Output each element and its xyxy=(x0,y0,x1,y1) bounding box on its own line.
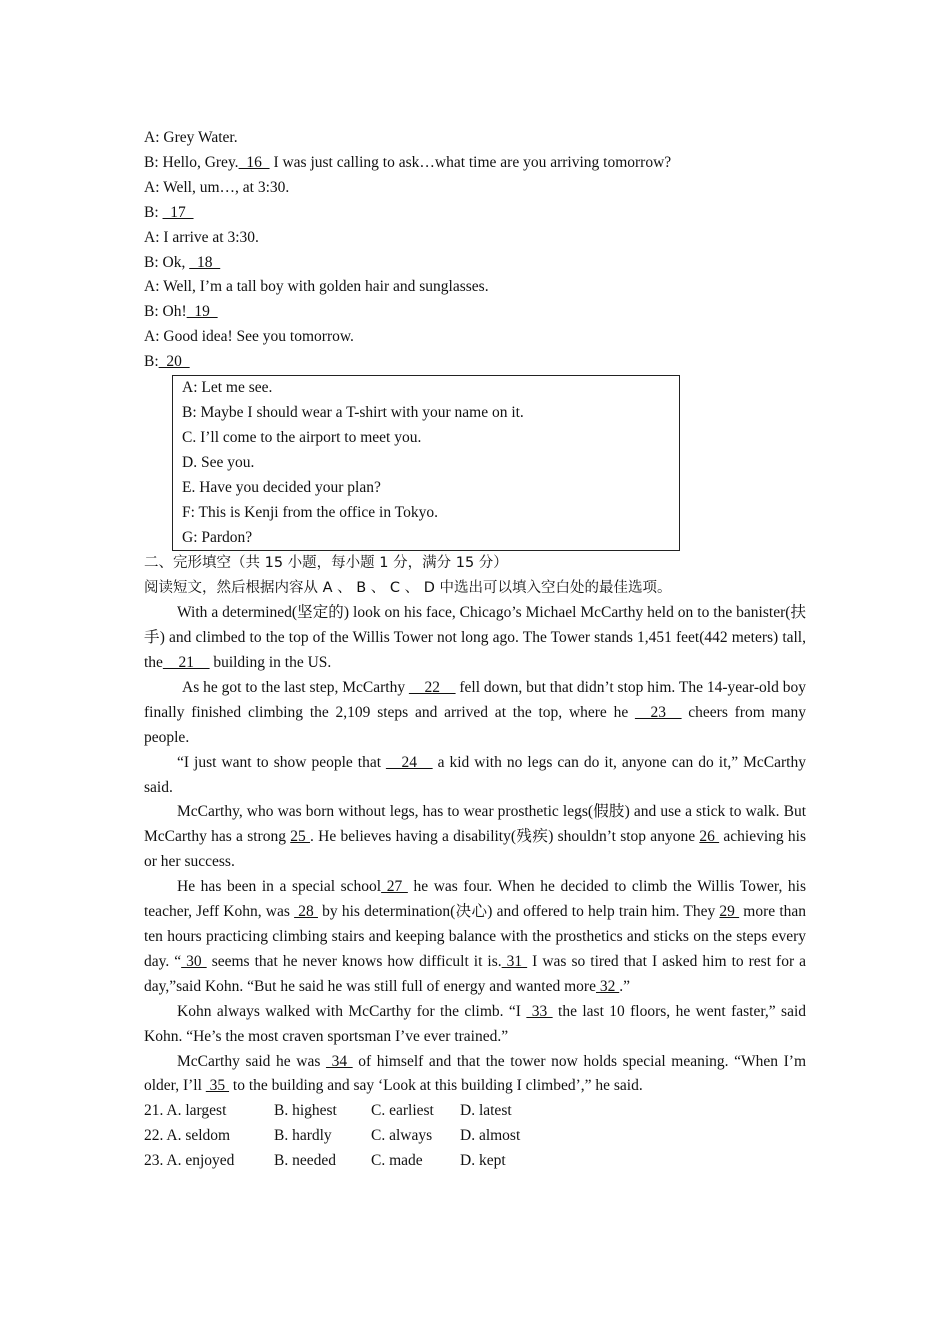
option: 22. A. seldom xyxy=(144,1127,231,1145)
dialogue-text: A: I arrive at 3:30. xyxy=(144,228,259,246)
passage-paragraph xyxy=(144,676,806,751)
dialogue-text: B: xyxy=(144,203,163,221)
dialogue-text: A: Well, I’m a tall boy with golden hair and sunglasses. xyxy=(144,278,489,296)
blank-27: 27 xyxy=(381,878,408,896)
question-row xyxy=(144,1149,806,1174)
passage-text: of himself and that the tower now holds special meaning. “When I’m older, I’ll xyxy=(144,1052,807,1095)
blank-29: 29 xyxy=(719,903,740,921)
question-options xyxy=(144,1099,806,1174)
option: D. almost xyxy=(460,1127,521,1145)
passage-text: “I just want to show people that xyxy=(177,753,387,771)
passage-text: he was four. When he decided to climb the Willis Tower, his teacher, Jeff Kohn, was xyxy=(144,878,807,921)
choice-item: F: This is Kenji from the office in Tokyo. xyxy=(182,503,438,521)
choices-box xyxy=(172,375,680,551)
passage-text: to the building and say ‘Look at this building I climbed’,” he said. xyxy=(229,1077,643,1095)
blank-32: 32 xyxy=(595,977,620,995)
passage-paragraph xyxy=(144,1050,806,1100)
dialogue-line xyxy=(144,251,806,276)
section-instruction: 阅读短文，然后根据内容从 A 、 B 、 C 、 D 中选出可以填入空白处的最佳选项。 xyxy=(144,580,672,597)
blank-28: 28 xyxy=(294,903,318,921)
passage-text: McCarthy, who was born without legs, has to wear prosthetic legs(假肢) and use a stick to walk. But McCarthy has a strong xyxy=(144,803,806,846)
dialogue-text: A: Grey Water. xyxy=(144,129,238,146)
dialogue-text: A: Well, um…, at 3:30. xyxy=(144,178,290,196)
choice-item: E. Have you decided your plan? xyxy=(182,478,381,496)
dialogue xyxy=(144,126,806,375)
blank-34: 34 xyxy=(325,1052,353,1070)
passage-text: He has been in a special school xyxy=(177,878,382,896)
option: C. made xyxy=(371,1152,423,1170)
passage-paragraph xyxy=(144,751,806,801)
dialogue-line xyxy=(144,325,806,350)
passage-paragraph xyxy=(144,1000,806,1050)
option: B. highest xyxy=(274,1102,337,1120)
section-title: 二、完形填空（共 15 小题，每小题 1 分，满分 15 分） xyxy=(144,555,508,572)
passage-text: cheers from many people. xyxy=(144,703,806,746)
dialogue-line xyxy=(144,226,806,251)
blank-18: 18 xyxy=(189,253,221,271)
question-row xyxy=(144,1124,806,1149)
blank-33: 33 xyxy=(526,1002,553,1020)
passage-paragraph xyxy=(144,601,806,676)
passage-text: a kid with no legs can do it, anyone can do it,” McCarthy said. xyxy=(144,753,806,796)
option: C. earliest xyxy=(371,1102,434,1120)
blank-35: 35 xyxy=(205,1077,230,1095)
passage-text: I was so tired that I asked him to rest for a day,”said Kohn. “But he said he was still full of energy and wanted more xyxy=(144,952,806,995)
blank-16: 16 xyxy=(238,153,270,171)
dialogue-text: B: Oh! xyxy=(144,303,187,321)
blank-23: __23__ xyxy=(635,703,682,721)
option: C. always xyxy=(371,1127,433,1145)
choice-item: C. I’ll come to the airport to meet you. xyxy=(182,428,422,446)
blank-30: 30 xyxy=(181,952,207,970)
choice-item: A: Let me see. xyxy=(182,379,273,397)
option: D. kept xyxy=(460,1152,506,1170)
blank-31: 31 xyxy=(501,952,528,970)
passage-text: As he got to the last step, McCarthy xyxy=(182,678,409,696)
choice-item: B: Maybe I should wear a T-shirt with your name on it. xyxy=(182,403,524,421)
option: 21. A. largest xyxy=(144,1102,227,1120)
cloze-passage xyxy=(144,601,806,1099)
blank-24: __24__ xyxy=(386,753,433,771)
blank-22: __22__ xyxy=(408,678,456,696)
dialogue-text: B: Ok, xyxy=(144,253,190,271)
passage-text: by his determination(决心) and offered to help train him. They xyxy=(317,903,720,921)
blank-19: 19 xyxy=(186,303,218,321)
passage-text: the last 10 floors, he went faster,” said Kohn. “He’s the most craven sportsman I’ve ever trained.” xyxy=(144,1002,807,1045)
blank-21: __21__ xyxy=(162,654,210,672)
choice-item: G: Pardon? xyxy=(182,528,253,546)
passage-text: building in the US. xyxy=(209,654,332,672)
choice-item: D. See you. xyxy=(182,453,255,471)
blank-20: 20 xyxy=(158,353,190,371)
blank-17: 17 xyxy=(162,203,194,221)
passage-text: . He believes having a disability(残疾) shouldn’t stop anyone xyxy=(310,828,700,846)
document-page xyxy=(144,126,806,1174)
passage-text: seems that he never knows how difficult it is. xyxy=(206,952,502,970)
dialogue-text: A: Good idea! See you tomorrow. xyxy=(144,328,354,346)
dialogue-line xyxy=(144,275,806,300)
passage-text: fell down, but that didn’t stop him. The 14-year-old boy finally finished climbing the 2,109 steps and arrived at the top, where he xyxy=(144,678,806,721)
dialogue-text: B: xyxy=(144,353,159,371)
question-row xyxy=(144,1099,806,1124)
option: B. hardly xyxy=(274,1127,332,1145)
option: D. latest xyxy=(460,1102,512,1120)
passage-text: With a determined(坚定的) look on his face, Chicago’s Michael McCarthy held on to the banister(扶手) and climbed to the top of the Willis Tower not long ago. The Tower stands 1,451 feet(442 meters) tall, the xyxy=(144,604,806,672)
blank-25: 25 xyxy=(290,828,311,846)
passage-text: more than ten hours practicing climbing stairs and keeping balance with the prosthetics and sticks on the steps every day. “ xyxy=(144,903,807,970)
passage-text: achieving his or her success. xyxy=(144,828,807,871)
passage-text: McCarthy said he was xyxy=(177,1052,326,1070)
passage-text: Kohn always walked with McCarthy for the climb. “I xyxy=(177,1002,527,1020)
blank-26: 26 xyxy=(699,828,720,846)
dialogue-line xyxy=(144,176,806,201)
dialogue-line xyxy=(144,126,806,151)
passage-paragraph xyxy=(144,875,806,1000)
dialogue-line xyxy=(144,300,806,325)
dialogue-text: B: Hello, Grey. xyxy=(144,153,239,171)
dialogue-text: I was just calling to ask…what time are you arriving tomorrow? xyxy=(269,153,672,171)
dialogue-line xyxy=(144,350,806,375)
option: B. needed xyxy=(274,1152,336,1170)
option: 23. A. enjoyed xyxy=(144,1152,235,1170)
dialogue-line xyxy=(144,201,806,226)
passage-text: .” xyxy=(619,977,630,995)
passage-paragraph xyxy=(144,800,806,875)
dialogue-line xyxy=(144,151,806,176)
